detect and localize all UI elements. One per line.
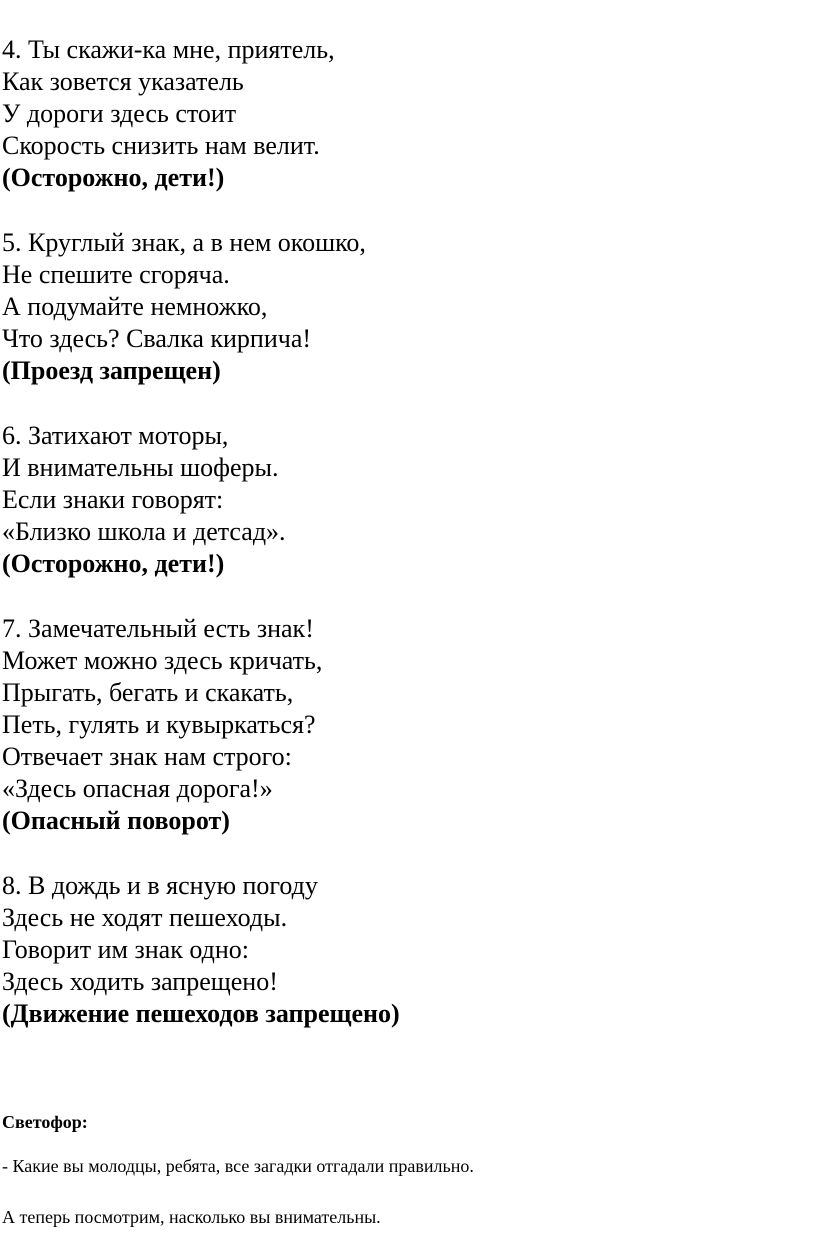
riddle-5-line-1: 5. Круглый знак, а в нем окошко, xyxy=(2,228,366,257)
riddle-5-line-2: Не спешите сгоряча. xyxy=(2,260,230,289)
closing-line-2: А теперь посмотрим, насколько вы внимательны. xyxy=(2,1207,381,1227)
riddle-4-answer: (Осторожно, дети!) xyxy=(2,163,225,192)
riddle-6-line-1: 6. Затихают моторы, xyxy=(2,421,229,450)
riddle-4-line-1: 4. Ты скажи-ка мне, приятель, xyxy=(2,35,335,64)
riddle-8-line-1: 8. В дождь и в ясную погоду xyxy=(2,871,318,900)
riddle-5-line-4: Что здесь? Свалка кирпича! xyxy=(2,324,312,353)
riddle-7-line-1: 7. Замечательный есть знак! xyxy=(2,614,314,643)
riddle-8-line-3: Говорит им знак одно: xyxy=(2,935,249,964)
riddle-8-line-4: Здесь ходить запрещено! xyxy=(2,967,278,996)
closing-line-1: - Какие вы молодцы, ребята, все загадки отгадали правильно. xyxy=(2,1156,474,1176)
riddle-4-line-2: Как зовется указатель xyxy=(2,67,244,96)
riddle-5-answer: (Проезд запрещен) xyxy=(2,356,221,385)
riddle-4-line-3: У дороги здесь стоит xyxy=(2,99,237,128)
riddle-7-line-6: «Здесь опасная дорога!» xyxy=(2,774,273,803)
riddle-7-line-5: Отвечает знак нам строго: xyxy=(2,742,292,771)
riddle-7-line-4: Петь, гулять и кувыркаться? xyxy=(2,710,316,739)
riddle-6-line-2: И внимательны шоферы. xyxy=(2,453,279,482)
riddle-6-answer: (Осторожно, дети!) xyxy=(2,549,225,578)
riddle-6-line-4: «Близко школа и детсад». xyxy=(2,517,286,546)
riddle-7-line-3: Прыгать, бегать и скакать, xyxy=(2,678,294,707)
riddle-8-line-2: Здесь не ходят пешеходы. xyxy=(2,903,288,932)
riddle-7-line-2: Может можно здесь кричать, xyxy=(2,646,323,675)
riddle-7-answer: (Опасный поворот) xyxy=(2,806,230,835)
speaker-label: Светофор: xyxy=(2,1112,88,1132)
riddle-8-answer: (Движение пешеходов запрещено) xyxy=(2,999,400,1028)
riddle-6-line-3: Если знаки говорят: xyxy=(2,485,224,514)
riddle-5-line-3: А подумайте немножко, xyxy=(2,292,268,321)
riddle-4-line-4: Скорость снизить нам велит. xyxy=(2,131,320,160)
